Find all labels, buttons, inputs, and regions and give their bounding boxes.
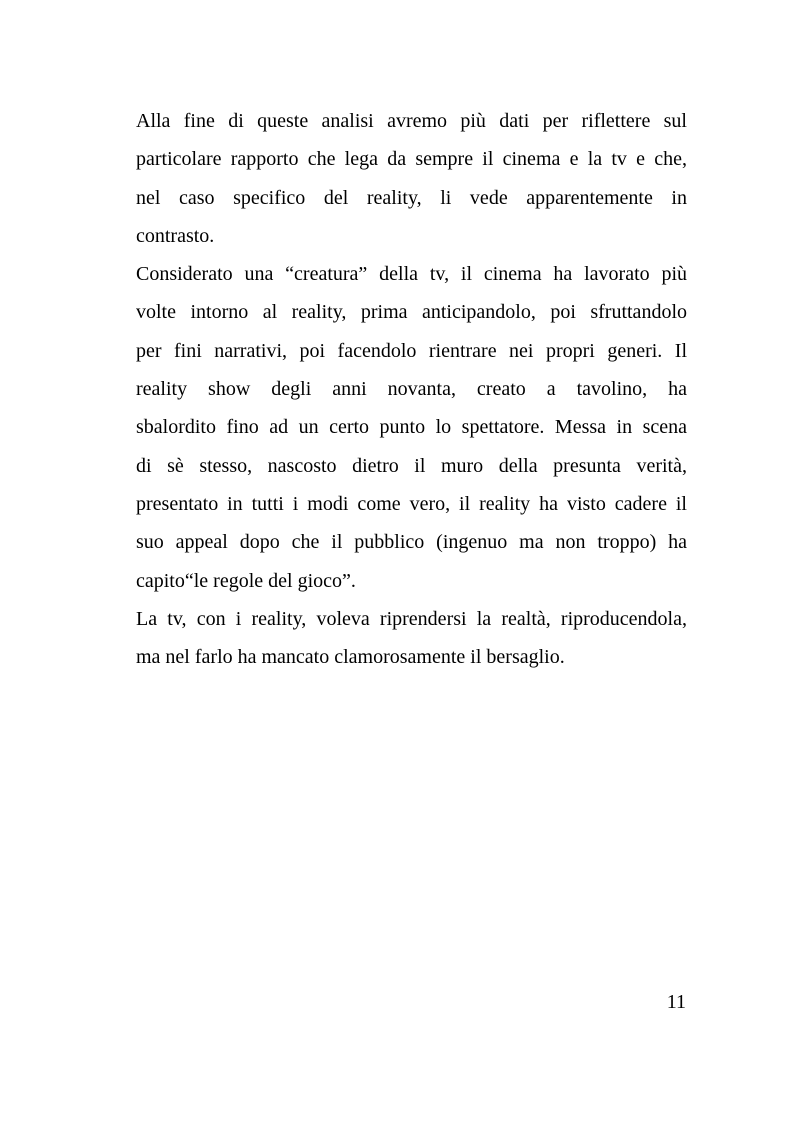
paragraph-1: [136, 102, 687, 255]
text-line: per fini narrativi, poi facendolo rientrare nei propri generi. Il: [136, 339, 687, 362]
text-line: contrasto.: [136, 224, 215, 247]
page-body: [136, 102, 687, 676]
text-line: reality show degli anni novanta, creato a tavolino, ha: [136, 378, 687, 401]
text-line: La tv, con i reality, voleva riprendersi la realtà, riproducendola,: [136, 607, 687, 630]
text-line: volte intorno al reality, prima anticipandolo, poi sfruttandolo: [136, 301, 687, 324]
text-line: Alla fine di queste analisi avremo più dati per riflettere sul: [136, 110, 687, 132]
text-line: ma nel farlo ha mancato clamorosamente il bersaglio.: [136, 646, 565, 669]
paragraph-3: [136, 600, 687, 677]
page-number: 11: [666, 991, 686, 1013]
paragraph-2: [136, 255, 687, 600]
text-line: presentato in tutti i modi come vero, il reality ha visto cadere il: [136, 492, 687, 515]
text-line: capito“le regole del gioco”.: [136, 569, 356, 592]
text-line: suo appeal dopo che il pubblico (ingenuo ma non troppo) ha: [136, 531, 687, 554]
text-line: particolare rapporto che lega da sempre il cinema e la tv e che,: [136, 148, 687, 171]
text-line: Considerato una “creatura” della tv, il cinema ha lavorato più: [136, 263, 687, 286]
text-line: nel caso specifico del reality, li vede apparentemente in: [136, 186, 687, 209]
text-line: sbalordito fino ad un certo punto lo spettatore. Messa in scena: [136, 416, 687, 439]
text-line: di sè stesso, nascosto dietro il muro della presunta verità,: [136, 454, 687, 477]
